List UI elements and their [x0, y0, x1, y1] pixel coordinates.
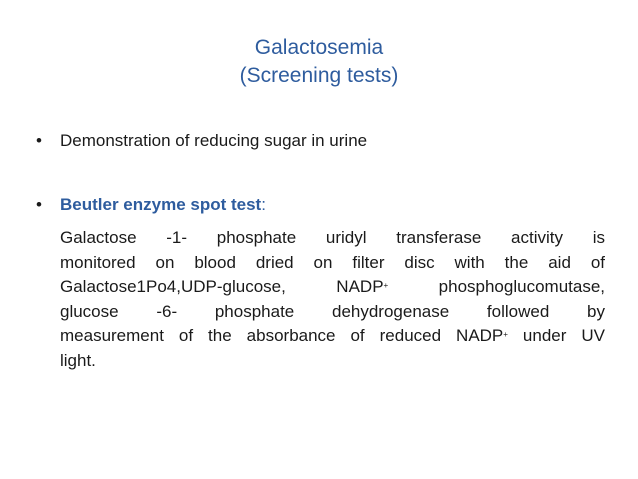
description-text: Galactose1Po4,UDP-glucose, NADP	[60, 277, 384, 296]
bullet-icon: •	[36, 195, 42, 214]
description-text: phosphoglucomutase,	[388, 277, 605, 296]
description-line: light.	[60, 350, 96, 370]
description-line	[60, 275, 605, 300]
description-text: under UV	[507, 326, 605, 345]
beutler-test-heading: Beutler enzyme spot test	[60, 195, 262, 214]
description-line: monitored on blood dried on filter disc with the aid of	[60, 252, 605, 272]
bullet-heading	[60, 194, 266, 216]
slide-title	[0, 34, 638, 90]
description-line: glucose -6- phosphate dehydrogenase followed by	[60, 301, 605, 321]
bullet-text: Demonstration of reducing sugar in urine	[60, 131, 368, 150]
superscript-plus: +	[383, 281, 389, 290]
beutler-test-description	[60, 226, 605, 373]
title-line-2: (Screening tests)	[239, 64, 399, 87]
description-text: measurement of the absorbance of reduced NADP	[60, 326, 504, 345]
title-line-1: Galactosemia	[254, 36, 384, 59]
heading-colon: :	[261, 195, 266, 214]
bullet-icon: •	[36, 131, 42, 150]
superscript-plus: +	[503, 330, 508, 339]
description-line	[60, 324, 605, 349]
description-line: Galactose -1- phosphate uridyl transferase activity is	[60, 228, 605, 247]
